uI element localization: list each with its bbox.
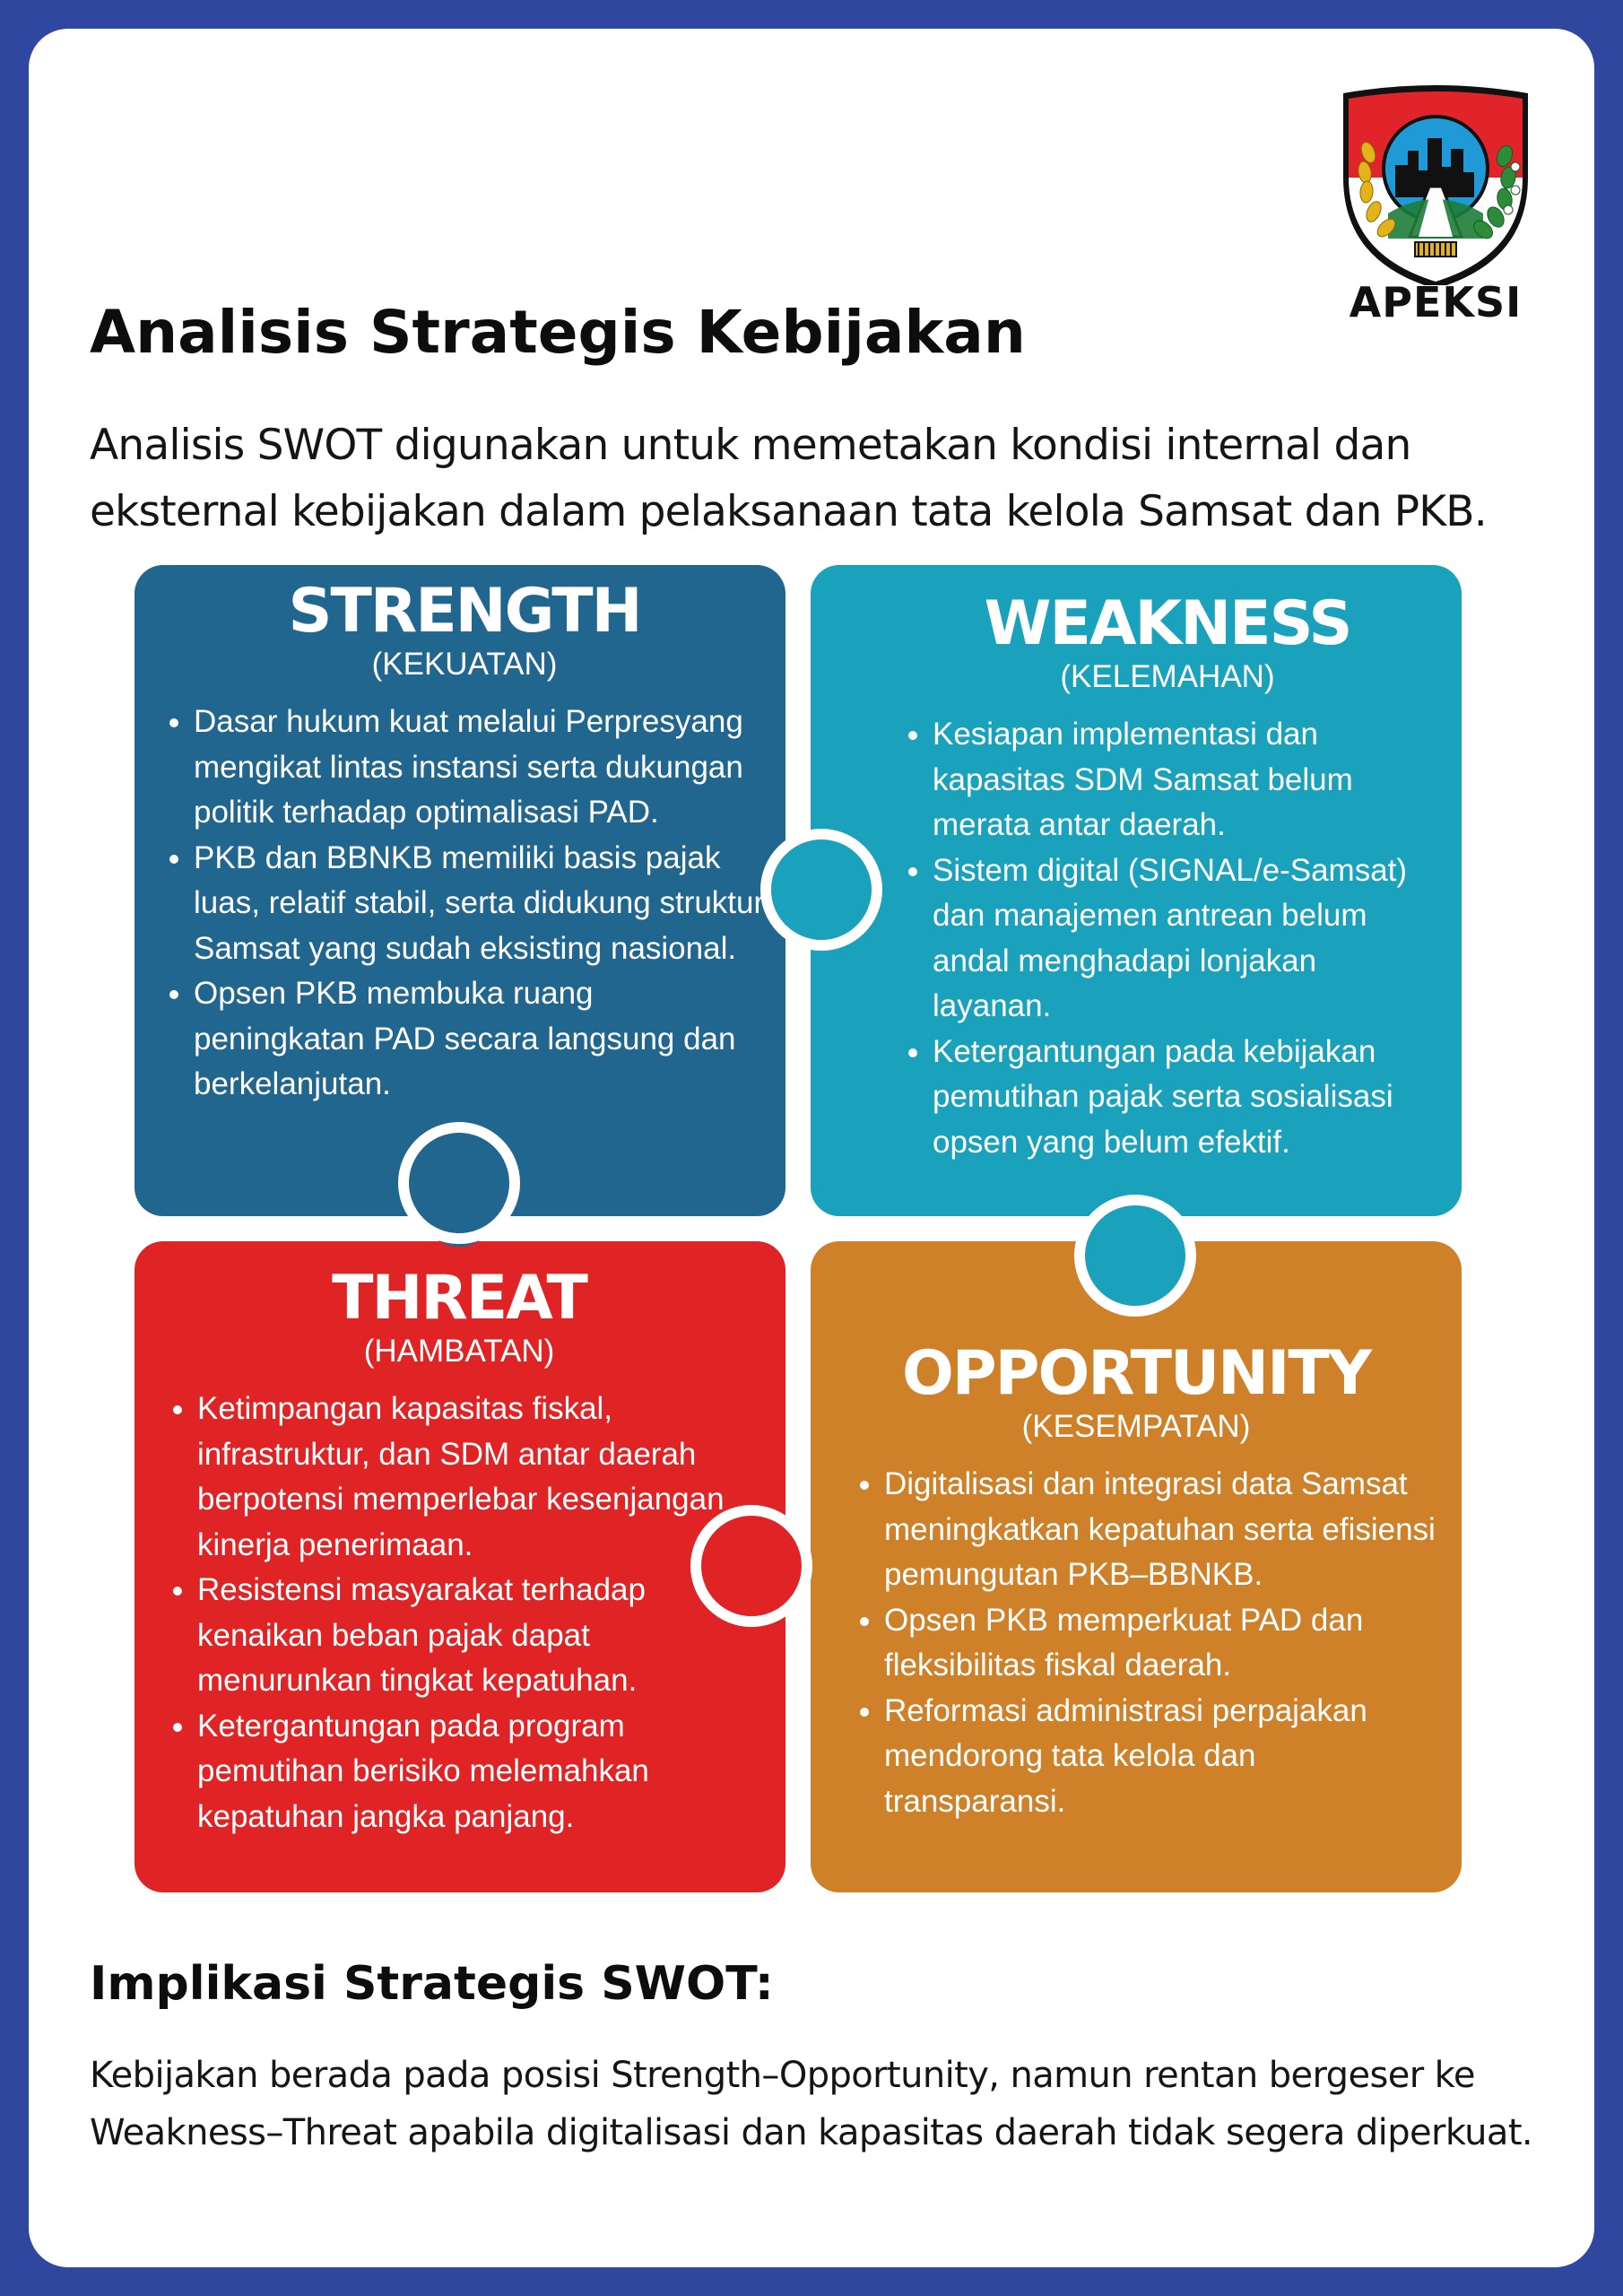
logo-text: APEKSI bbox=[1349, 278, 1523, 326]
strength-list bbox=[160, 700, 769, 1108]
intro-paragraph: Analisis SWOT digunakan untuk memetakan kondisi internal dan eksternal kebijakan dalam pelaksanaan tata kelola Samsat dan PKB. bbox=[90, 421, 1487, 536]
implication-title: Implikasi Strategis SWOT: bbox=[90, 1957, 774, 2011]
swot-strength bbox=[160, 578, 769, 1108]
swot-weakness bbox=[898, 590, 1436, 1165]
opportunity-list bbox=[827, 1462, 1445, 1824]
list-item: • Opsen PKB memperkuat PAD dan fleksibilitas fiskal daerah. bbox=[884, 1598, 1445, 1689]
list-item: • Digitalisasi dan integrasi data Samsat meningkatkan kepatuhan serta efisiensi pemungutan PKB–BBNKB. bbox=[884, 1462, 1445, 1598]
list-item: • Sistem digital (SIGNAL/e-Samsat) dan manajemen antrean belum andal menghadapi lonjakan layanan. bbox=[933, 848, 1436, 1030]
list-item: • Ketergantungan pada kebijakan pemutihan pajak serta sosialisasi opsen yang belum efektif. bbox=[933, 1030, 1436, 1166]
strength-title: STRENGTH bbox=[288, 576, 641, 647]
weakness-subtitle: (KELEMAHAN) bbox=[1060, 659, 1275, 694]
swot-opportunity bbox=[827, 1340, 1445, 1824]
opportunity-title: OPPORTUNITY bbox=[901, 1338, 1371, 1409]
weakness-list bbox=[898, 712, 1436, 1165]
list-item: • Ketergantungan pada program pemutihan berisiko melemahkan kepatuhan jangka panjang. bbox=[197, 1704, 755, 1840]
threat-subtitle: (HAMBATAN) bbox=[363, 1334, 555, 1369]
list-item: • Resistensi masyarakat terhadap kenaikan beban pajak dapat menurunkan tingkat kepatuhan. bbox=[197, 1568, 755, 1704]
strength-subtitle: (KEKUATAN) bbox=[371, 647, 558, 682]
threat-list bbox=[163, 1387, 755, 1839]
opportunity-subtitle: (KESEMPATAN) bbox=[1021, 1409, 1251, 1444]
implication-text: Kebijakan berada pada posisi Strength–Opportunity, namun rentan bergeser ke Weakness–Threat apabila digitalisasi dan kapasitas daerah tidak segera diperkuat. bbox=[90, 2055, 1533, 2153]
list-item: • Kesiapan implementasi dan kapasitas SDM Samsat belum merata antar daerah. bbox=[933, 712, 1436, 848]
page-card bbox=[29, 29, 1594, 2267]
page-title: Analisis Strategis Kebijakan bbox=[90, 298, 1026, 367]
list-item: • Ketimpangan kapasitas fiskal, infrastruktur, dan SDM antar daerah berpotensi memperlebar kesenjangan kinerja penerimaan. bbox=[197, 1387, 755, 1568]
list-item: • Reformasi administrasi perpajakan mendorong tata kelola dan transparansi. bbox=[884, 1689, 1445, 1825]
swot-threat bbox=[163, 1265, 755, 1839]
list-item: • Opsen PKB membuka ruang peningkatan PAD secara langsung dan berkelanjutan. bbox=[194, 971, 769, 1108]
weakness-title: WEAKNESS bbox=[984, 588, 1351, 659]
list-item: • Dasar hukum kuat melalui Perpresyang mengikat lintas instansi serta dukungan politik terhadap optimalisasi PAD. bbox=[194, 700, 769, 836]
threat-title: THREAT bbox=[332, 1263, 586, 1334]
list-item: • PKB dan BBNKB memiliki basis pajak luas, relatif stabil, serta didukung struktur Samsat yang sudah eksisting nasional. bbox=[194, 836, 769, 972]
